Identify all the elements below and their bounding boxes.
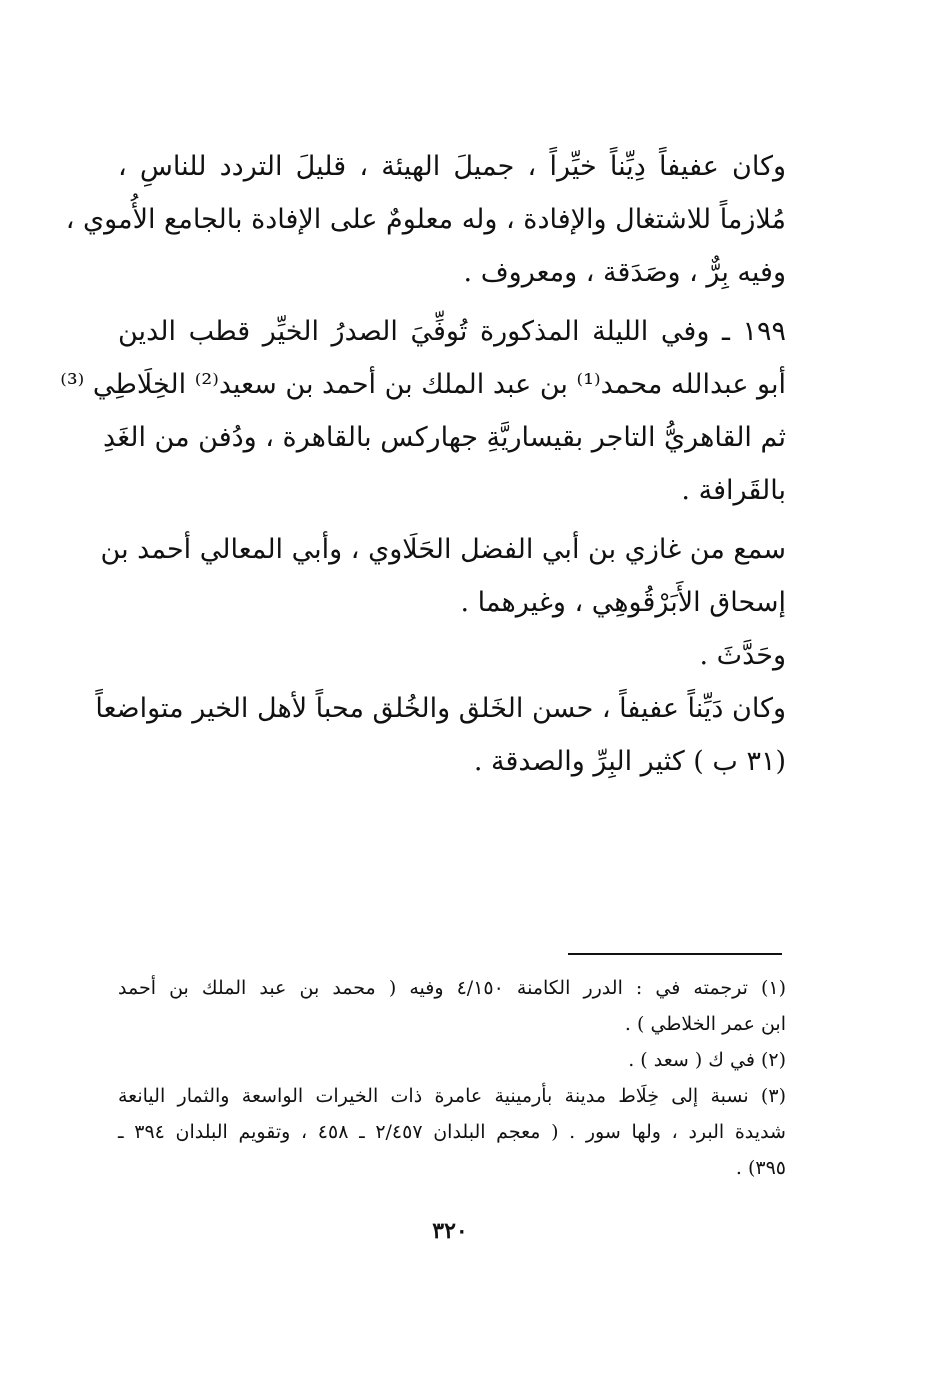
text-line: وكان دَيِّناً عفيفاً ، حسن الخَلق والخُلق محباً لأهل الخير متواضعاً [95,693,786,724]
text-line: وفيه بِرٌّ ، وصَدَقة ، ومعروف . [463,257,786,288]
text-line: مُلازماً للاشتغال والإفادة ، وله معلومٌ على الإفادة بالجامع الأُموي ، [65,204,786,235]
text-line: ثم القاهريُّ التاجر بقيساريَّةِ جهاركس بالقاهرة ، ودُفن من الغَدِ [103,422,786,453]
footnote-separator [568,953,782,955]
footnote-line: (١) ترجمته في : الدرر الكامنة ٤/١٥٠ وفيه ( محمد بن عبد الملك بن أحمد [118,977,786,999]
footnote-line: ابن عمر الخلاطي ) . [624,1013,786,1035]
text-line: (٣١ ب ) كثير البِرِّ والصدقة . [473,746,786,777]
footnote-line: (٣) نسبة إلى خِلَاط مدينة بأرمينية عامرة ذات الخيرات الواسعة والثمار اليانعة [118,1085,786,1107]
footnote-line: شديدة البرد ، ولها سور . ( معجم البلدان ٢/٤٥٧ ـ ٤٥٨ ، وتقويم البلدان ٣٩٤ ـ [118,1121,786,1143]
text-line: سمع من غازي بن أبي الفضل الحَلَاوي ، وأبي المعالي أحمد بن [100,534,786,565]
text-line: وكان عفيفاً دِيِّناً خيِّراً ، جميلَ الهيئة ، قليلَ التردد للناسِ ، [118,151,786,182]
text-line: بالقَرافة . [681,475,786,506]
text-line: أبو عبدالله محمد⁽¹⁾ بن عبد الملك بن أحمد بن سعيد⁽²⁾ الخِلَاطِي ⁽³⁾ [60,369,786,400]
footnotes [118,970,786,1186]
footnote-line: (٢) في ك ( سعد ) . [628,1049,786,1071]
footnote-line: ٣٩٥) . [735,1157,786,1179]
text-line: وحَدَّثَ . [699,640,786,671]
text-line: ١٩٩ ـ وفي الليلة المذكورة تُوفِّيَ الصدرُ الخيِّر قطب الدين [118,316,786,347]
page-number: ٣٢٠ [432,1218,468,1244]
text-line: إسحاق الأَبَرْقُوهِي ، وغيرهما . [460,587,786,618]
main-text [60,140,786,788]
